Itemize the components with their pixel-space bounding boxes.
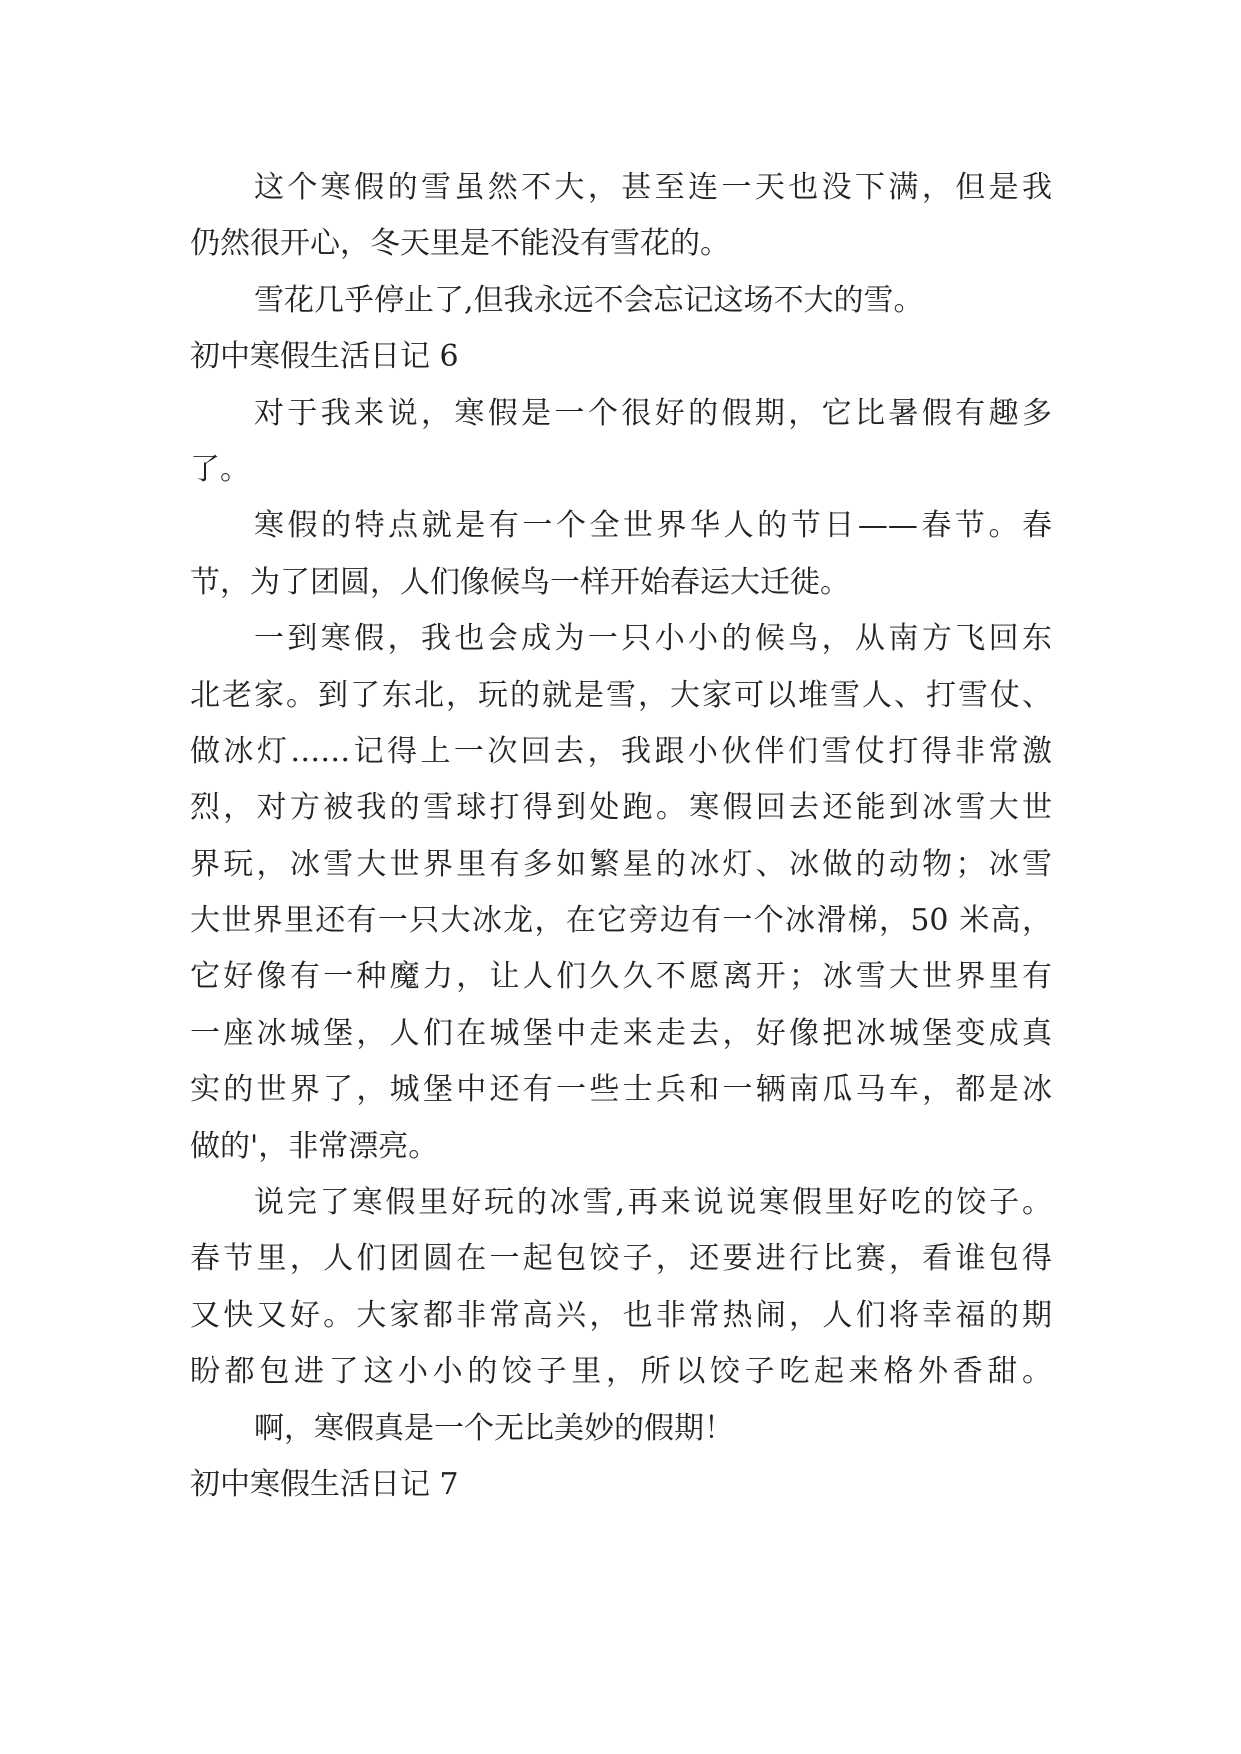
paragraph-line: 啊，寒假真是一个无比美妙的假期！ — [254, 1410, 734, 1446]
paragraph-line: 实的世界了，城堡中还有一些士兵和一辆南瓜马车，都是冰 — [190, 1072, 1052, 1108]
paragraph-line: 对于我来说，寒假是一个很好的假期，它比暑假有趣多 — [254, 395, 1052, 431]
paragraph-line: 一到寒假，我也会成为一只小小的候鸟，从南方飞回东 — [254, 621, 1052, 657]
section-heading: 初中寒假生活日记 7 — [190, 1466, 459, 1502]
paragraph-line: 说完了寒假里好玩的冰雪,再来说说寒假里好吃的饺子。 — [254, 1185, 1052, 1221]
paragraph-line: 雪花几乎停止了,但我永远不会忘记这场不大的雪。 — [254, 282, 924, 318]
paragraph-line: 仍然很开心，冬天里是不能没有雪花的。 — [190, 226, 730, 262]
document-body — [190, 160, 1052, 1513]
paragraph-line: 寒假的特点就是有一个全世界华人的节日——春节。春 — [254, 508, 1052, 544]
paragraph-line: 一座冰城堡，人们在城堡中走来走去，好像把冰城堡变成真 — [190, 1015, 1052, 1051]
section-heading: 初中寒假生活日记 6 — [190, 339, 459, 375]
paragraph-line: 又快又好。大家都非常高兴，也非常热闹，人们将幸福的期 — [190, 1297, 1052, 1333]
paragraph-line: 节，为了团圆，人们像候鸟一样开始春运大迁徙。 — [190, 564, 850, 600]
paragraph-line: 这个寒假的雪虽然不大，甚至连一天也没下满，但是我 — [254, 170, 1052, 205]
paragraph-line: 界玩，冰雪大世界里有多如繁星的冰灯、冰做的动物；冰雪 — [190, 846, 1052, 882]
paragraph-line: 烈，对方被我的雪球打得到处跑。寒假回去还能到冰雪大世 — [190, 790, 1052, 826]
paragraph-line: 大世界里还有一只大冰龙，在它旁边有一个冰滑梯，50 米高， — [190, 903, 1052, 939]
paragraph-line: 盼都包进了这小小的饺子里，所以饺子吃起来格外香甜。 — [190, 1354, 1052, 1390]
paragraph-line: 北老家。到了东北，玩的就是雪，大家可以堆雪人、打雪仗、 — [190, 677, 1052, 713]
paragraph-line: 做的'，非常漂亮。 — [190, 1128, 439, 1164]
paragraph-line: 它好像有一种魔力，让人们久久不愿离开；冰雪大世界里有 — [190, 959, 1052, 995]
paragraph-line: 春节里，人们团圆在一起包饺子，还要进行比赛，看谁包得 — [190, 1241, 1052, 1277]
paragraph-line: 了。 — [190, 451, 250, 487]
paragraph-line: 做冰灯……记得上一次回去，我跟小伙伴们雪仗打得非常激 — [190, 733, 1052, 769]
